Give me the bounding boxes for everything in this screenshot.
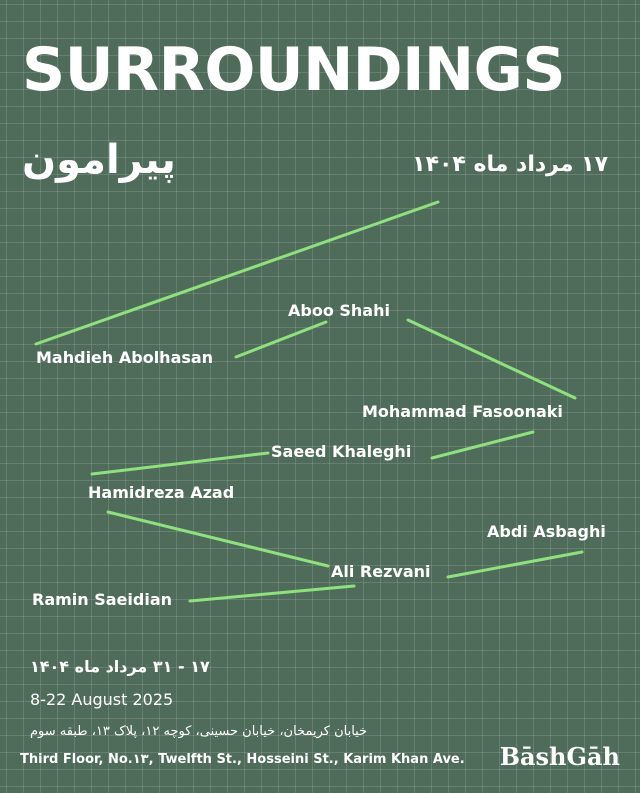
artist-mohammad-fasoonaki: Mohammad Fasoonaki bbox=[362, 402, 563, 421]
connector-line bbox=[108, 512, 328, 566]
date-range-persian: ۱۷ - ۳۱ مرداد ماه ۱۴۰۴ bbox=[30, 657, 210, 676]
artist-ali-rezvani: Ali Rezvani bbox=[331, 562, 431, 581]
artist-abdi-asbaghi: Abdi Asbaghi bbox=[487, 522, 606, 541]
connector-line bbox=[236, 322, 326, 357]
connector-line bbox=[190, 586, 354, 601]
title-persian: پیرامون bbox=[22, 137, 176, 183]
artist-aboo-shahi: Aboo Shahi bbox=[288, 301, 390, 320]
bashgah-logo: BāshGāh bbox=[499, 742, 620, 771]
artist-hamidreza-azad: Hamidreza Azad bbox=[88, 483, 235, 502]
connector-line bbox=[36, 202, 438, 344]
opening-date-persian: ۱۷ مرداد ماه ۱۴۰۴ bbox=[412, 152, 608, 177]
artist-mahdieh-abolhasan: Mahdieh Abolhasan bbox=[36, 348, 214, 367]
date-range-english: 8-22 August 2025 bbox=[30, 690, 174, 709]
connector-line bbox=[92, 453, 268, 474]
connector-line bbox=[432, 432, 533, 458]
connector-line bbox=[448, 552, 582, 577]
artist-saeed-khaleghi: Saeed Khaleghi bbox=[271, 442, 412, 461]
address-english: Third Floor, No.۱۳, Twelfth St., Hosseini St., Karim Khan Ave. bbox=[20, 752, 465, 767]
artist-ramin-saeidian: Ramin Saeidian bbox=[32, 590, 173, 609]
connector-line bbox=[408, 320, 575, 398]
title-english: SURROUNDINGS bbox=[22, 35, 566, 105]
address-persian: خیابان کریمخان، خیابان حسینی، کوچه ۱۲، پلاک ۱۳، طبقه سوم bbox=[30, 724, 368, 739]
